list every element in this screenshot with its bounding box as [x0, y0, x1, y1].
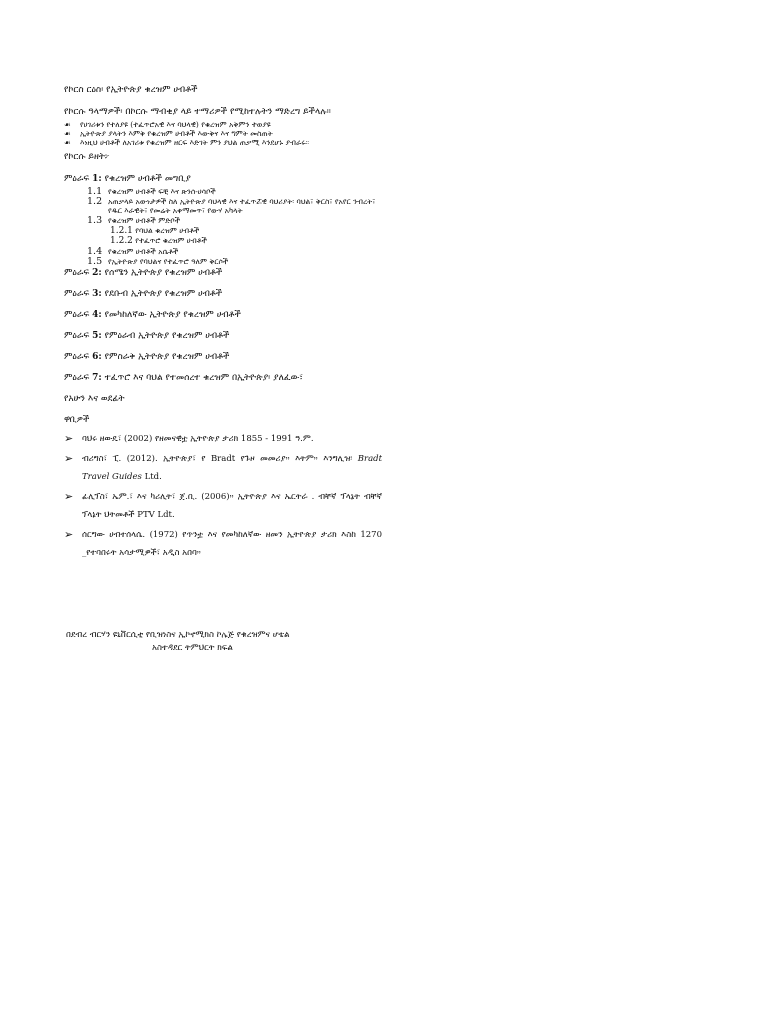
chapter-5-heading: ምዕራፍ 5: የምዕራብ ኢትዮጵያ የቁረዝም ሀብቶች — [64, 331, 230, 341]
reference-item: ➢ ባህሩ ዘውዴ፣ (2002) የዘመናዊቷ ኢትዮጵያ ታሪክ 1855 - 1991 ዓ.ም. — [64, 430, 382, 448]
chapter-7-heading: ምዕራፍ 7: ተፈጥሮ እና ባህል የተመሰረተ ቁረዝም በኢትዮጵያ፡ ያለፈው፣ — [64, 373, 303, 383]
floral-bullet-icon: ☙ — [64, 129, 71, 138]
list-item: ☙ ኢትዮጵያ ያላትን እምቅ የቁረዝም ሀብቶች እውቅና እና ግምት መስጠት — [64, 129, 273, 138]
floral-bullet-icon: ☙ — [64, 120, 71, 129]
objectives-list — [64, 120, 382, 147]
footer-department — [66, 629, 386, 655]
chapter-7-continuation: የአሁን እና ወደፊት — [64, 394, 125, 404]
arrow-bullet-icon: ➢ — [64, 432, 74, 445]
objectives-intro: የኮርሱ ዓላማዎች፡ በኮርሱ ማብቂያ ላይ ተማሪዎች የሚከተሉትን ማድረግ ይችላሉ። — [64, 107, 331, 117]
reference-item: ➢ ፊሊፕስ፣ ኤም.፣ እና ካሪሊት፣ ጀ.ቢ. (2006)። ኢትዮጵያ እና ኤርትራ . ብቸኛ ፕላኔት ብቸኛ ፕላኔት ህትመቶች PTV Ldt. — [64, 490, 382, 520]
list-item: ☙ የሀገሪቱን የተለያዩ (ተፈጥሮአዊ እና ባህላዊ) የቁረዝም አቅምን ተወያዩ — [64, 120, 271, 129]
list-item: ☙ እነዚህ ሀብቶች ለአገሪቱ የቁረዝም ዘርፍ እድገት ምን ያህል ጠቃሚ እንደሆኑ ያብራሩ። — [64, 138, 310, 147]
arrow-bullet-icon: ➢ — [64, 528, 74, 541]
arrow-bullet-icon: ➢ — [64, 452, 74, 465]
section-item: 1.4 የቁረዝም ሀብቶች አሴቶች — [87, 246, 179, 257]
chapter-6-heading: ምዕራፍ 6: የምስራቅ ኢትዮጵያ የቁረዝም ሀብቶች — [64, 352, 230, 362]
chapter-4-heading: ምዕራፍ 4: የመካከለኛው ኢትዮጵያ የቁረዝም ሀብቶች — [64, 310, 241, 320]
references-heading: ዋቢዎች — [64, 415, 90, 425]
reference-item: ➢ ብሪግስ፣ ፒ. (2012). ኢትዮጵያ፣ የ Bradt የጉዞ መመሪያ። እትም። እንግሊዝ፡ Bradt Travel Guides Ltd. — [64, 452, 383, 482]
section-item: 1.3 የቁረዝም ሀብቶች ምድቦች — [87, 215, 181, 226]
floral-bullet-icon: ☙ — [64, 138, 71, 147]
contents-heading: የኮርሱ ይዘት፦ — [64, 152, 110, 162]
subsection-item: 1.2.1 የባህል ቁረዝም ሀብቶች — [110, 226, 200, 236]
subsection-item: 1.2.2 የተፈጥሮ ቁረዝም ሀብቶች — [110, 236, 207, 246]
arrow-bullet-icon: ➢ — [64, 490, 74, 503]
chapter-3-heading: ምዕራፍ 3: የደቡብ ኢትዮጵያ የቁረዝም ሀብቶች — [64, 289, 223, 299]
section-item: 1.1 የቁረዝም ሀብቶች ፍቺ እና ጽንሰ-ሀሳቦች — [87, 186, 216, 197]
reference-item: ➢ ሰርግው ሀብተሰላሴ. (1972) የጥንቷ እና የመካከለኛው ዘመን ኢትዮጵያ ታሪክ እስከ 1270 _የተባበሩት አሳታሚዎች፣ አዲስ አበባ። — [64, 528, 382, 558]
chapter-2-heading: ምዕራፍ 2: የሰሜን ኢትዮጵያ የቁረዝም ሀብቶች — [64, 268, 223, 278]
footer-line-1: በደብረ ብርሃን ዩኒቨርሲቲ የቢዝነስና ኢኮኖሚክስ ኮሌጅ የቁረዝምና ሆቴል — [66, 630, 290, 640]
document-body — [64, 84, 382, 564]
chapter-1-heading: ምዕራፍ 1: የቁረዝም ሀብቶች መግቢያ — [64, 174, 191, 184]
footer-line-2: አስተዳደር ትምህርት ክፍል — [152, 643, 233, 653]
section-item: 1.5 የኢትዮጵያ የባህልና የተፈጥሮ ዓለም ቅርሶች — [87, 256, 229, 267]
section-item: 1.2 አጠቃላይ አውነታዎች ስለ ኢትዮጵያ ባህላዊ እና ተፈጥሯዊ ባህሪያት፡ ባህል፣ ቅርስ፣ የአየር ንብረት፣ የዱር እራዊት፣ የመሬት አቀማመጥ፣ የውሃ አካላት — [87, 196, 376, 215]
course-title: የኮርስ ርዕስ፡ የኢትዮጵያ ቁረዝም ሀብቶች — [64, 85, 198, 95]
